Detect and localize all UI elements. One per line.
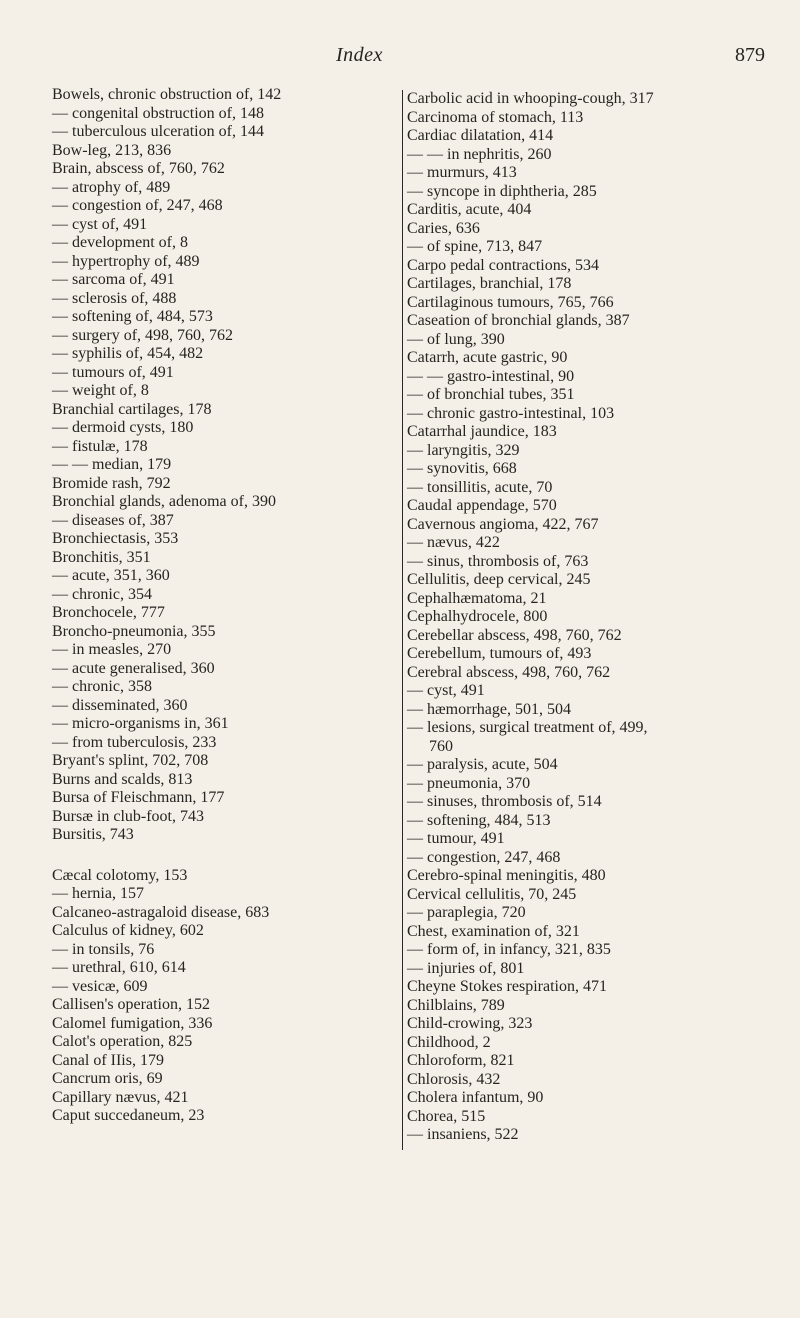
index-entry: — development of, 8 xyxy=(52,234,188,251)
index-entry: — syphilis of, 454, 482 xyxy=(52,345,204,362)
index-entry: — hypertrophy of, 489 xyxy=(52,252,200,270)
index-entry: Calculus of kidney, 602 xyxy=(52,922,204,939)
index-entry: — nævus, 422 xyxy=(407,534,500,551)
index-entry: Cheyne Stokes respiration, 471 xyxy=(407,978,607,995)
index-entry: — atrophy of, 489 xyxy=(52,178,171,196)
index-entry: — disseminated, 360 xyxy=(52,696,188,714)
index-entry: — synovitis, 668 xyxy=(407,460,517,477)
index-entry: — cyst, 491 xyxy=(407,682,485,699)
index-entry: Cardiac dilatation, 414 xyxy=(407,127,554,144)
index-entry: — paraplegia, 720 xyxy=(407,904,526,921)
index-entry: Caseation of bronchial glands, 387 xyxy=(407,312,630,329)
index-entry: Cervical cellulitis, 70, 245 xyxy=(407,885,577,903)
index-entry: — lesions, surgical treatment of, 499, xyxy=(407,719,648,736)
index-entry: Bronchitis, 351 xyxy=(52,548,151,566)
index-entry: Calcaneo-astragaloid disease, 683 xyxy=(52,903,270,921)
index-entry: Bryant's splint, 702, 708 xyxy=(52,752,209,769)
index-entry: Broncho-pneumonia, 355 xyxy=(52,622,216,640)
index-entry: — chronic, 358 xyxy=(52,678,152,695)
index-entry: Capillary nævus, 421 xyxy=(52,1088,189,1106)
index-column-right xyxy=(402,90,737,1150)
index-entry: — softening, 484, 513 xyxy=(407,811,551,829)
index-entry: Caudal appendage, 570 xyxy=(407,497,557,514)
index-entry: Carpo pedal contractions, 534 xyxy=(407,256,599,274)
index-entry: — tumours of, 491 xyxy=(52,363,174,381)
index-entry: — congenital obstruction of, 148 xyxy=(52,104,264,122)
index-entry: Callisen's operation, 152 xyxy=(52,996,210,1013)
index-entry: Carcinoma of stomach, 113 xyxy=(407,108,584,126)
index-entry: — syncope in diphtheria, 285 xyxy=(407,182,597,200)
index-entry: — in measles, 270 xyxy=(52,641,172,658)
index-entry: — insaniens, 522 xyxy=(407,1126,519,1143)
index-entry: Carditis, acute, 404 xyxy=(407,201,532,218)
index-entry: — acute generalised, 360 xyxy=(52,659,215,677)
index-entry: — softening of, 484, 573 xyxy=(52,308,213,325)
index-entry: Cephalhæmatoma, 21 xyxy=(407,589,547,607)
index-entry: — congestion, 247, 468 xyxy=(407,848,561,866)
index-entry: Cartilages, branchial, 178 xyxy=(407,275,572,292)
index-entry: Cerebellar abscess, 498, 760, 762 xyxy=(407,626,622,644)
index-entry: — chronic gastro-intestinal, 103 xyxy=(407,404,615,422)
index-entry: Bursa of Fleischmann, 177 xyxy=(52,789,225,806)
index-entry: Catarrh, acute gastric, 90 xyxy=(407,349,568,366)
index-entry: — of bronchial tubes, 351 xyxy=(407,386,575,403)
index-entry: Bronchocele, 777 xyxy=(52,604,165,621)
index-entry: — of lung, 390 xyxy=(407,330,505,348)
index-entry: — injuries of, 801 xyxy=(407,959,525,977)
index-entry: — congestion of, 247, 468 xyxy=(52,197,223,214)
index-entry: Chilblains, 789 xyxy=(407,996,505,1014)
index-entry: Bronchiectasis, 353 xyxy=(52,530,179,547)
page-header-title: Index xyxy=(336,44,383,66)
index-entry: Bowels, chronic obstruction of, 142 xyxy=(52,86,282,103)
index-entry: Cancrum oris, 69 xyxy=(52,1070,163,1087)
index-entry: — surgery of, 498, 760, 762 xyxy=(52,326,234,344)
index-entry: Cephalhydrocele, 800 xyxy=(407,608,548,625)
index-entry: — sinuses, thrombosis of, 514 xyxy=(407,793,602,810)
index-entry: Caput succedaneum, 23 xyxy=(52,1107,205,1124)
index-entry: Cerebellum, tumours of, 493 xyxy=(407,645,592,662)
index-entry: — from tuberculosis, 233 xyxy=(52,733,217,751)
index-entry: Bursæ in club-foot, 743 xyxy=(52,807,204,825)
index-entry: Cavernous angioma, 422, 767 xyxy=(407,515,599,533)
index-entry: Child-crowing, 323 xyxy=(407,1015,533,1032)
index-entry: — of spine, 713, 847 xyxy=(407,238,543,255)
index-entry: — in tonsils, 76 xyxy=(52,940,155,958)
index-entry: — acute, 351, 360 xyxy=(52,567,170,584)
index-entry: Chest, examination of, 321 xyxy=(407,922,580,940)
index-entry: — murmurs, 413 xyxy=(407,164,517,181)
index-entry: Bronchial glands, adenoma of, 390 xyxy=(52,493,276,510)
index-entry: — sinus, thrombosis of, 763 xyxy=(407,552,589,570)
index-entry: — tumour, 491 xyxy=(407,830,505,847)
index-entry: — sarcoma of, 491 xyxy=(52,271,175,288)
index-entry: Canal of IIis, 179 xyxy=(52,1051,164,1069)
index-entry: Carbolic acid in whooping-cough, 317 xyxy=(407,90,654,107)
index-entry: — hernia, 157 xyxy=(52,885,144,902)
index-entry: Caries, 636 xyxy=(407,219,480,237)
index-entry: — tonsillitis, acute, 70 xyxy=(407,478,553,496)
index-entry: — laryngitis, 329 xyxy=(407,441,520,459)
index-entry: Cerebro-spinal meningitis, 480 xyxy=(407,867,606,884)
index-entry: Chorea, 515 xyxy=(407,1107,486,1125)
index-entry: — dermoid cysts, 180 xyxy=(52,419,194,436)
index-entry: Bursitis, 743 xyxy=(52,826,134,843)
index-entry: Cholera infantum, 90 xyxy=(407,1089,544,1106)
index-entry: — form of, in infancy, 321, 835 xyxy=(407,941,611,958)
index-entry: Childhood, 2 xyxy=(407,1033,491,1051)
index-entry: — micro-organisms in, 361 xyxy=(52,715,229,732)
index-entry: Catarrhal jaundice, 183 xyxy=(407,423,557,440)
index-entry: Branchial cartilages, 178 xyxy=(52,400,212,418)
index-entry: — — in nephritis, 260 xyxy=(407,145,552,163)
index-entry: Bow-leg, 213, 836 xyxy=(52,141,172,159)
index-entry: Burns and scalds, 813 xyxy=(52,770,193,788)
index-entry: Chlorosis, 432 xyxy=(407,1070,501,1088)
index-entry: — tuberculous ulceration of, 144 xyxy=(52,123,264,140)
index-entry: — pneumonia, 370 xyxy=(407,774,531,792)
section-gap xyxy=(52,845,382,867)
index-entry: — — gastro-intestinal, 90 xyxy=(407,367,575,385)
index-entry: Brain, abscess of, 760, 762 xyxy=(52,160,225,177)
index-entry: — paralysis, acute, 504 xyxy=(407,756,558,773)
index-entry: Cerebral abscess, 498, 760, 762 xyxy=(407,663,611,681)
index-entry: — fistulæ, 178 xyxy=(52,437,148,455)
index-entry: — sclerosis of, 488 xyxy=(52,289,177,307)
index-entry: Bromide rash, 792 xyxy=(52,474,171,492)
index-entry: — vesicæ, 609 xyxy=(52,977,148,995)
index-entry: Cartilaginous tumours, 765, 766 xyxy=(407,293,614,311)
index-entry: — — median, 179 xyxy=(52,456,172,473)
index-entry: — hæmorrhage, 501, 504 xyxy=(407,700,571,718)
index-entry: 760 xyxy=(429,737,453,755)
index-entry: — weight of, 8 xyxy=(52,382,149,399)
index-column-left xyxy=(52,86,382,1126)
index-entry: Cæcal colotomy, 153 xyxy=(52,866,188,884)
index-entry: — chronic, 354 xyxy=(52,585,152,603)
index-entry: Calot's operation, 825 xyxy=(52,1033,193,1050)
index-entry: Chloroform, 821 xyxy=(407,1052,515,1069)
index-entry: — cyst of, 491 xyxy=(52,215,148,233)
page-number: 879 xyxy=(735,44,765,66)
index-entry: — diseases of, 387 xyxy=(52,511,174,529)
index-entry: Calomel fumigation, 336 xyxy=(52,1014,213,1032)
index-entry: Cellulitis, deep cervical, 245 xyxy=(407,571,591,588)
index-entry: — urethral, 610, 614 xyxy=(52,959,186,976)
